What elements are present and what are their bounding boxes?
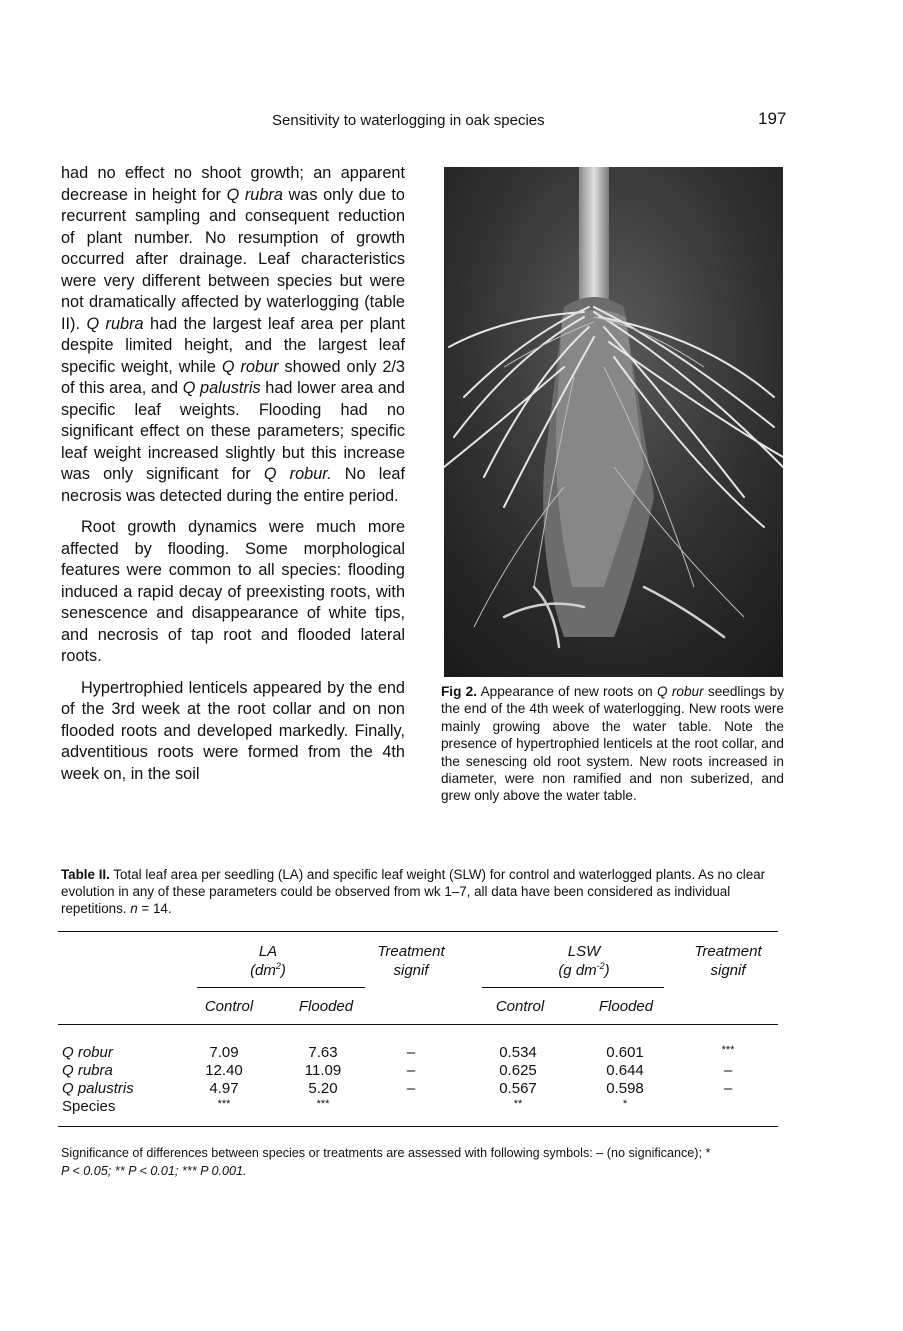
table-bottom-rule: [58, 1126, 778, 1127]
text-run: No leaf necrosis was detected during the entire period.: [61, 465, 405, 505]
header-signif-1: signif: [393, 962, 429, 979]
body-text-column: [61, 163, 405, 785]
header-la-control: Control: [204, 998, 254, 1015]
text-run: was only due to recurrent sampling and consequent reduction of plant number. No resumption of growth occurred after drainage. Leaf characteristics were very different between species but were not dramatically affected by waterlogging (table II).: [61, 185, 405, 333]
cell-lsw-flooded: 0.598: [606, 1080, 644, 1097]
header-la-unit: [218, 962, 318, 980]
caption-text: Total leaf area per seedling (LA) and specific leaf weight (SLW) for control and waterlogged plants. As no clear evolution in any of these parameters could be observed from wk 1–7, all data have been considered as individual repetitions.: [61, 867, 766, 916]
lsw-group-rule: [482, 987, 664, 988]
header-lsw-control: Control: [495, 998, 545, 1015]
row-name: Q robur: [62, 1044, 113, 1061]
text-run: had lower area and specific leaf weights. Flooding had no significant effect on these parameters; specific leaf weight increased slightly but this increase was only significant for: [61, 379, 405, 483]
cell-lsw-signif: –: [723, 1062, 733, 1079]
text-run: had the largest leaf area per plant despite limited height, and the largest leaf specific weight, while: [61, 314, 405, 376]
species-name: Q robur: [657, 684, 704, 699]
paragraph-2: Root growth dynamics were much more affected by flooding. Some morphological features were common to all species: flooding induced a rapid decay of preexisting roots, with senescence and disappearance of white tips, and necrosis of tap root and flooded lateral roots.: [61, 518, 405, 665]
cell-lsw-flooded: 0.601: [606, 1044, 644, 1061]
figure-caption: [441, 683, 784, 805]
cell-lsw-control: 0.567: [499, 1080, 537, 1097]
caption-text: = 14.: [137, 901, 172, 916]
paragraph-1: [61, 163, 405, 507]
running-title: Sensitivity to waterlogging in oak species: [272, 112, 545, 129]
cell-lsw-control: 0.534: [499, 1044, 537, 1061]
cell-lsw-control: **: [513, 1098, 523, 1110]
table-top-rule: [58, 931, 778, 932]
unit-text: (g dm: [558, 962, 597, 979]
caption-text: seedlings by the end of the 4th week of waterlogging. New roots were mainly growing above the water table. Note the presence of hypertrophied lenticels at the root collar, and the senescing old root system. New roots increased in diameter, were non ramified and non suberized, and grew only above the water table.: [441, 684, 784, 804]
header-lsw-flooded: Flooded: [598, 998, 654, 1015]
species-name: Q robur.: [263, 465, 332, 483]
unit-text: (dm: [250, 962, 276, 979]
cell-la-signif: –: [406, 1062, 416, 1079]
row-name: Species: [62, 1098, 116, 1115]
page-number: 197: [758, 109, 787, 128]
cell-lsw-signif: –: [723, 1080, 733, 1097]
row-name: Q rubra: [62, 1062, 113, 1079]
cell-lsw-flooded: *: [622, 1098, 628, 1110]
text-run: showed only 2/3 of this area, and: [61, 357, 405, 397]
n-symbol: n: [130, 901, 138, 916]
cell-la-signif: –: [406, 1080, 416, 1097]
cell-la-control: 4.97: [209, 1080, 239, 1097]
species-name: Q robur: [221, 357, 279, 376]
footnote-line: Significance of differences between species or treatments are assessed with following symbols: – (no significance); *: [61, 1146, 711, 1160]
header-la: LA: [258, 943, 278, 960]
cell-la-flooded: 7.63: [308, 1044, 338, 1061]
unit-text: ): [604, 962, 610, 979]
paragraph-3: Hypertrophied lenticels appeared by the end of the 3rd week at the root collar and on non flooded roots and developed markedly. Finally, adventitious roots were formed from the 4th week on, in the soil: [61, 678, 405, 783]
header-lsw-unit: [519, 962, 649, 980]
cell-la-control: 12.40: [205, 1062, 243, 1079]
root-photograph: [444, 167, 783, 677]
species-name: Q rubra: [86, 314, 144, 333]
unit-exponent: -2: [596, 961, 605, 971]
figure-label: Fig 2.: [441, 684, 478, 699]
cell-la-flooded: 5.20: [308, 1080, 338, 1097]
cell-la-signif: –: [406, 1044, 416, 1061]
header-treatment-2: Treatment: [694, 943, 762, 960]
header-signif-2: signif: [710, 962, 746, 979]
table-footnote: [61, 1144, 791, 1180]
root-photo-illustration: [444, 167, 783, 677]
cell-la-control: ***: [217, 1098, 231, 1110]
footnote-line: P < 0.05; ** P < 0.01; *** P 0.001.: [61, 1164, 247, 1178]
cell-la-flooded: ***: [316, 1098, 330, 1110]
header-treatment-1: Treatment: [377, 943, 445, 960]
cell-lsw-control: 0.625: [499, 1062, 537, 1079]
cell-lsw-flooded: 0.644: [606, 1062, 644, 1079]
cell-lsw-signif: ***: [721, 1044, 735, 1056]
la-group-rule: [197, 987, 365, 988]
table-label: Table II.: [61, 867, 110, 882]
row-name: Q palustris: [62, 1080, 134, 1097]
header-lsw: LSW: [567, 943, 601, 960]
table-header-rule: [58, 1024, 778, 1025]
text-run: had no effect no shoot growth; an apparent decrease in height for: [61, 164, 405, 204]
cell-la-control: 7.09: [209, 1044, 239, 1061]
cell-la-flooded: 11.09: [304, 1062, 342, 1079]
species-name: Q palustris: [182, 379, 261, 397]
unit-text: ): [280, 962, 286, 979]
table-caption: [61, 866, 786, 917]
species-name: Q rubra: [226, 185, 283, 204]
unit-exponent: 2: [275, 961, 281, 971]
header-la-flooded: Flooded: [298, 998, 354, 1015]
caption-text: Appearance of new roots on: [477, 684, 657, 699]
